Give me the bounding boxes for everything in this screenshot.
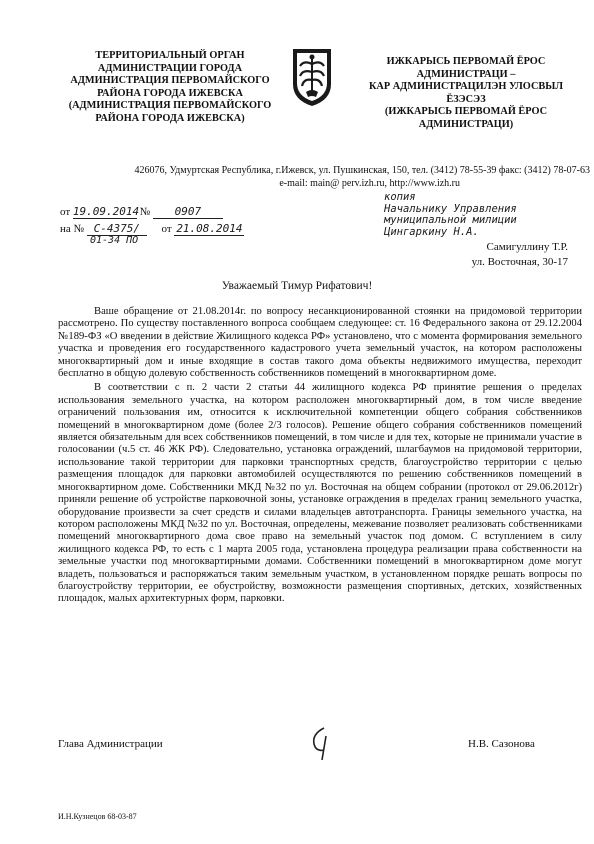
- note-line-4: Цингаркину Н.А.: [384, 225, 479, 238]
- reference-date: 21.08.2014: [176, 222, 243, 235]
- note-line-1: копия: [384, 191, 416, 203]
- addressee-address: ул. Восточная, 30-17: [471, 256, 568, 268]
- outgoing-reg-line: [60, 205, 223, 219]
- reference-number: С-4375/: [87, 222, 147, 236]
- ot2-label: от: [161, 223, 172, 235]
- address-line: 426076, Удмуртская Республика, г.Ижевск, ул. Пушкинская, 150, тел. (3412) 78-55-39 факс: (3412) 78-07-63: [134, 165, 590, 176]
- note-line-3: муниципальной милиции: [384, 214, 517, 226]
- addressee-block: [380, 240, 568, 270]
- paragraph-1: Ваше обращение от 21.08.2014г. по вопросу несанкционированной стоянки на придомовой территории рассмотрено. По существу поставленного вопроса сообщаем следующее: ст. 16 Федерального закона от 29.12.2004 №189-ФЗ «О введении в действие Жилищного кодекса РФ» установлено, что с момента формирования земельного участка и проведения его государственного кадастрового учета земельный участок, на котором расположены многоквартирный дом и иные входящие в состав такого дома объекты недвижимого имущества, переходит бесплатно в общую долевую собственность собственников помещений в многоквартирном доме.: [58, 306, 582, 380]
- na-label: на №: [60, 223, 85, 235]
- signatory-position: Глава Администрации: [58, 738, 163, 750]
- left-org-name: ТЕРРИТОРИАЛЬНЫЙ ОРГАН АДМИНИСТРАЦИИ ГОРОДА АДМИНИСТРАЦИЯ ПЕРВОМАЙСКОГО РАЙОНА ГОРОДА ИЖЕВСКА (АДМИНИСТРАЦИЯ ПЕРВОМАЙСКОГО РАЙОНА ГОРОДА ИЖЕВСКА): [68, 50, 272, 124]
- outgoing-date: 19.09.2014: [72, 205, 140, 218]
- ot-label: от: [60, 206, 71, 218]
- letter-body: [58, 306, 582, 606]
- handwritten-signature: [302, 722, 342, 762]
- outgoing-number: 0907: [153, 205, 223, 219]
- paragraph-2: В соответствии с п. 2 части 2 статьи 44 жилищного кодекса РФ принятие решения о пределах использования земельного участка, на котором расположен многоквартирный дом, в том числе введение ограничений пользования им, относится к исключительной компетенции общего собрания собственников помещений в многоквартирном доме (более 2/3 голосов). Решение общего собрания собственников помещений является обязательным для всех собственников помещений, в том числе и для тех, которые не принимали участие в голосовании (ч.5 ст. 46 ЖК РФ). Следовательно, установка ограждений, шлагбаумов на придомовой территории, использование такой территории для парковки транспортных средств, благоустройство территории с целью размещения площадок для парковки автомобилей осуществляются по решению собственников помещений в многоквартирном доме. Собственники МКД №32 по ул. Восточная на общем собрании (протокол от 29.06.2012г) приняли решение об устройстве парковочной зоны, установке ограждения в пределах границ земельного участка, оборудование произвести за счет средств и силами владельцев автотранспорта. Границы земельного участка, на котором расположены МКД №32 по ул. Восточная, определены, межевание позволяет реализовать собственниками помещений многоквартирного дома свое право на земельный участок под домом. С вступлением в силу жилищного кодекса РФ, то есть с 1 марта 2005 года, установлена процедура реализации права собственности на земельные участки под многоквартирными домами. Собственники помещений в многоквартирном доме могут владеть, пользоваться и распоряжаться таким земельным участком, в установленном порядке решать вопросы по благоустройству территории, ее обустройству, возможности размещения спортивных, детских, хозяйственных площадок, малых архитектурных форм, парковки.: [58, 382, 582, 605]
- right-org-name: ИЖКАРЫСЬ ПЕРВОМАЙ ЁРОС АДМИНИСТРАЦИ – КАР АДМИНИСТРАЦИЛЭН УЛОСВЫЛ ЁЗЭСЭЗ (ИЖКАРЫСЬ ПЕРВОМАЙ ЁРОС АДМИНИСТРАЦИ): [368, 56, 564, 130]
- executor-info: И.Н.Кузнецов 68-03-87: [58, 812, 137, 821]
- coat-of-arms-emblem: [290, 46, 334, 108]
- handwritten-note: [384, 192, 517, 238]
- contacts-line: e-mail: main@ perv.izh.ru, http://www.izh.ru: [279, 178, 460, 189]
- salutation: Уважаемый Тимур Рифатович!: [221, 280, 373, 292]
- number-label: №: [139, 206, 151, 218]
- reference-number-line2: 01-34 ПО: [90, 235, 139, 246]
- addressee-name: Самигуллину Т.Р.: [486, 241, 568, 253]
- incoming-reg-line: [60, 222, 244, 236]
- note-line-2: Начальнику Управления: [384, 202, 517, 215]
- signatory-name: Н.В. Сазонова: [468, 738, 535, 750]
